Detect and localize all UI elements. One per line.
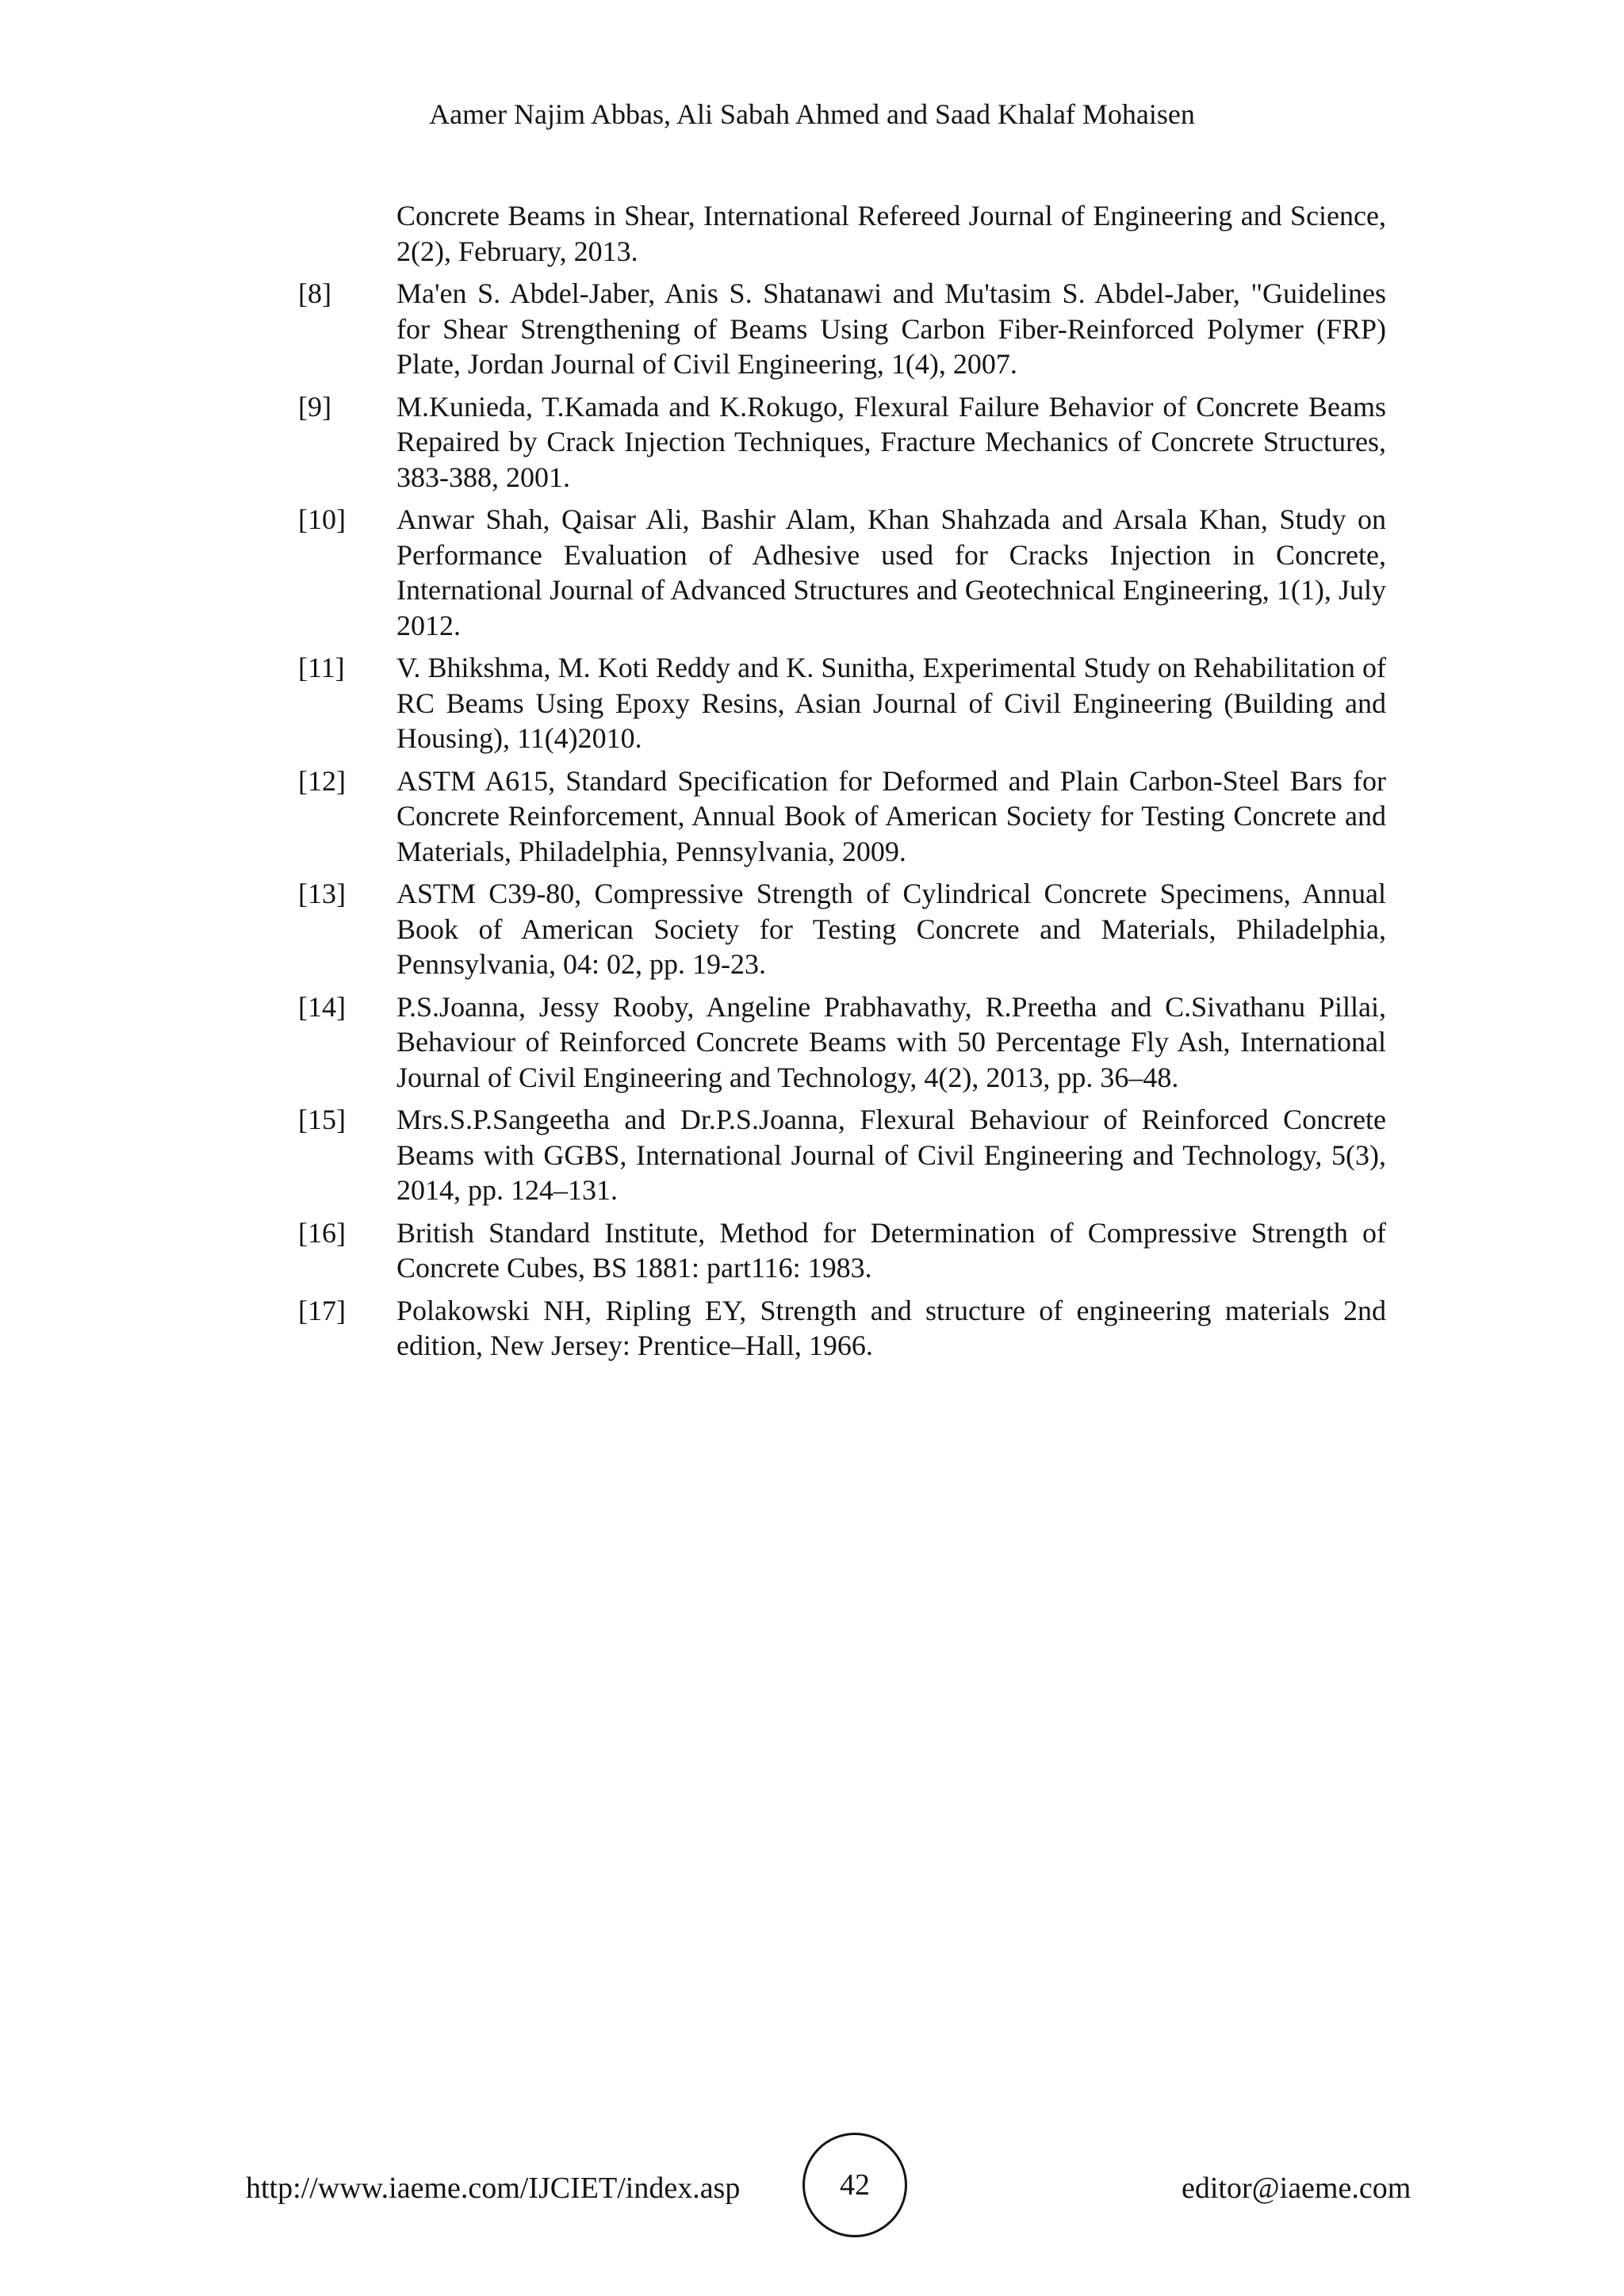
reference-number: [14] <box>298 990 346 1023</box>
reference-number: [15] <box>298 1104 346 1135</box>
reference-item-13 <box>298 876 1386 982</box>
reference-item-16 <box>298 1215 1386 1286</box>
reference-number: [16] <box>298 1216 346 1249</box>
reference-item-15 <box>298 1102 1386 1208</box>
reference-number: [9] <box>298 390 331 423</box>
reference-item-14 <box>298 989 1386 1096</box>
reference-text: ASTM A615, Standard Specification for Deformed and Plain Carbon-Steel Bars for Concrete Reinforcement, Annual Book of American Society for Testing Concrete and Materials, Philadelphia, Pennsylvania, 2009. <box>396 764 1386 867</box>
reference-number: [10] <box>298 503 346 535</box>
reference-item-continued <box>298 198 1386 269</box>
reference-item-11 <box>298 650 1386 756</box>
reference-item-10 <box>298 502 1386 643</box>
journal-url-link[interactable]: http://www.iaeme.com/IJCIET/index.asp <box>246 2172 741 2205</box>
reference-item-17 <box>298 1293 1386 1364</box>
page-number-circle <box>802 2133 907 2237</box>
reference-text: P.S.Joanna, Jessy Rooby, Angeline Prabhavathy, R.Preetha and C.Sivathanu Pillai, Behaviour of Reinforced Concrete Beams with 50 Percentage Fly Ash, International Journal of Civil Engineering and Technology, 4(2), 2013, pp. 36–48. <box>396 990 1386 1093</box>
reference-number: [13] <box>298 878 346 909</box>
reference-text: Anwar Shah, Qaisar Ali, Bashir Alam, Khan Shahzada and Arsala Khan, Study on Performance Evaluation of Adhesive used for Cracks Injection in Concrete, International Journal of Advanced Structures and Geotechnical Engineering, 1(1), July 2012. <box>396 503 1386 641</box>
reference-item-12 <box>298 763 1386 870</box>
reference-text: Concrete Beams in Shear, International Refereed Journal of Engineering and Science, 2(2), February, 2013. <box>396 200 1386 267</box>
reference-item-8 <box>298 276 1386 382</box>
reference-text: Polakowski NH, Ripling EY, Strength and structure of engineering materials 2nd edition, New Jersey: Prentice–Hall, 1966. <box>396 1294 1386 1361</box>
running-head: Aamer Najim Abbas, Ali Sabah Ahmed and Saad Khalaf Mohaisen <box>429 98 1195 130</box>
reference-number: [8] <box>298 277 331 309</box>
editor-email-link[interactable]: editor@iaeme.com <box>1182 2172 1411 2205</box>
page-footer <box>0 2133 1624 2244</box>
reference-text: Ma'en S. Abdel-Jaber, Anis S. Shatanawi and Mu'tasim S. Abdel-Jaber, "Guidelines for Shear Strengthening of Beams Using Carbon Fiber-Reinforced Polymer (FRP) Plate, Jordan Journal of Civil Engineering, 1(4), 2007. <box>396 277 1386 380</box>
reference-number: [17] <box>298 1294 346 1326</box>
page-number: 42 <box>840 2168 870 2202</box>
reference-text: Mrs.S.P.Sangeetha and Dr.P.S.Joanna, Flexural Behaviour of Reinforced Concrete Beams with GGBS, International Journal of Civil Engineering and Technology, 5(3), 2014, pp. 124–131. <box>396 1104 1386 1206</box>
reference-text: M.Kunieda, T.Kamada and K.Rokugo, Flexural Failure Behavior of Concrete Beams Repaired by Crack Injection Techniques, Fracture Mechanics of Concrete Structures, 383-388, 2001. <box>396 390 1386 493</box>
reference-number: [11] <box>298 652 345 683</box>
reference-text: V. Bhikshma, M. Koti Reddy and K. Sunitha, Experimental Study on Rehabilitation of RC Beams Using Epoxy Resins, Asian Journal of Civil Engineering (Building and Housing), 11(4)2010. <box>396 652 1386 754</box>
reference-number: [12] <box>298 764 346 797</box>
reference-text: British Standard Institute, Method for Determination of Compressive Strength of Concrete Cubes, BS 1881: part116: 1983. <box>396 1216 1386 1284</box>
reference-text: ASTM C39-80, Compressive Strength of Cylindrical Concrete Specimens, Annual Book of American Society for Testing Concrete and Materials, Philadelphia, Pennsylvania, 04: 02, pp. 19-23. <box>396 878 1386 980</box>
reference-item-9 <box>298 389 1386 496</box>
reference-list <box>298 198 1386 1371</box>
